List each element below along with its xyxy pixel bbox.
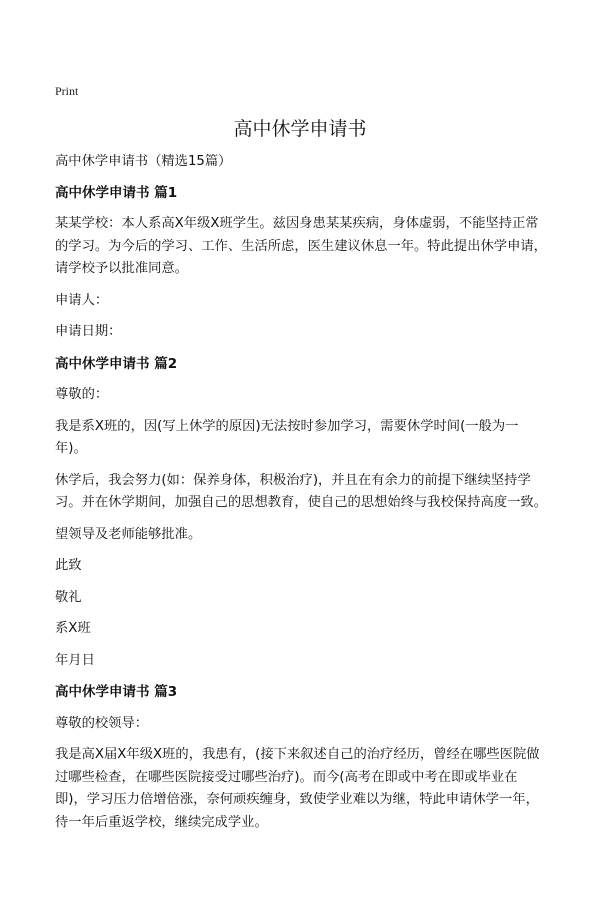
section-heading: 高中休学申请书 篇1 xyxy=(55,184,178,201)
paragraph: 尊敬的： xyxy=(55,387,109,402)
paragraph: 某某学校：本人系高X年级X班学生。兹因身患某某疾病，身体虚弱，不能坚持正常的学习。为今后的学习、工作、生活所虑，医生建议休息一年。特此提出休学申请，请学校予以批准同意。 xyxy=(55,216,547,276)
paragraph: 我是系X班的，因(写上休学的原因)无法按时参加学习，需要休学时间(一般为一年)。 xyxy=(55,418,519,456)
document-subtitle: 高中休学申请书（精选15篇） xyxy=(55,154,232,169)
section-heading: 高中休学申请书 篇2 xyxy=(55,355,178,372)
paragraph: 休学后，我会努力(如：保养身体，积极治疗)，并且在有余力的前提下继续坚持学习。并在休学期间，加强自己的思想教育，使自己的思想始终与我校保持高度一致。 xyxy=(55,472,547,510)
paragraph: 申请日期： xyxy=(55,324,122,339)
print-label: Print xyxy=(55,84,79,98)
paragraph: 敬礼 xyxy=(55,589,82,605)
paragraph: 此致 xyxy=(55,558,82,573)
section-heading: 高中休学申请书 篇3 xyxy=(55,684,178,700)
paragraph: 申请人： xyxy=(55,292,109,308)
paragraph: 年月日 xyxy=(55,652,95,668)
paragraph: 尊敬的校领导： xyxy=(55,715,149,731)
paragraph: 我是高X届X年级X班的，我患有，(接下来叙述自己的治疗经历，曾经在哪些医院做过哪些检查，在哪些医院接受过哪些治疗)。而今(高考在即或中考在即或毕业在即)，学习压力倍增倍涨，奈何顽疾缠身，致使学业难以为继，特此申请休学一年，待一年后重返学校，继续完成学业。 xyxy=(55,747,540,830)
paragraph: 系X班 xyxy=(55,621,91,636)
paragraph: 望领导及老师能够批准。 xyxy=(55,526,202,542)
document-body xyxy=(55,151,547,843)
document-title: 高中休学申请书 xyxy=(233,118,367,140)
